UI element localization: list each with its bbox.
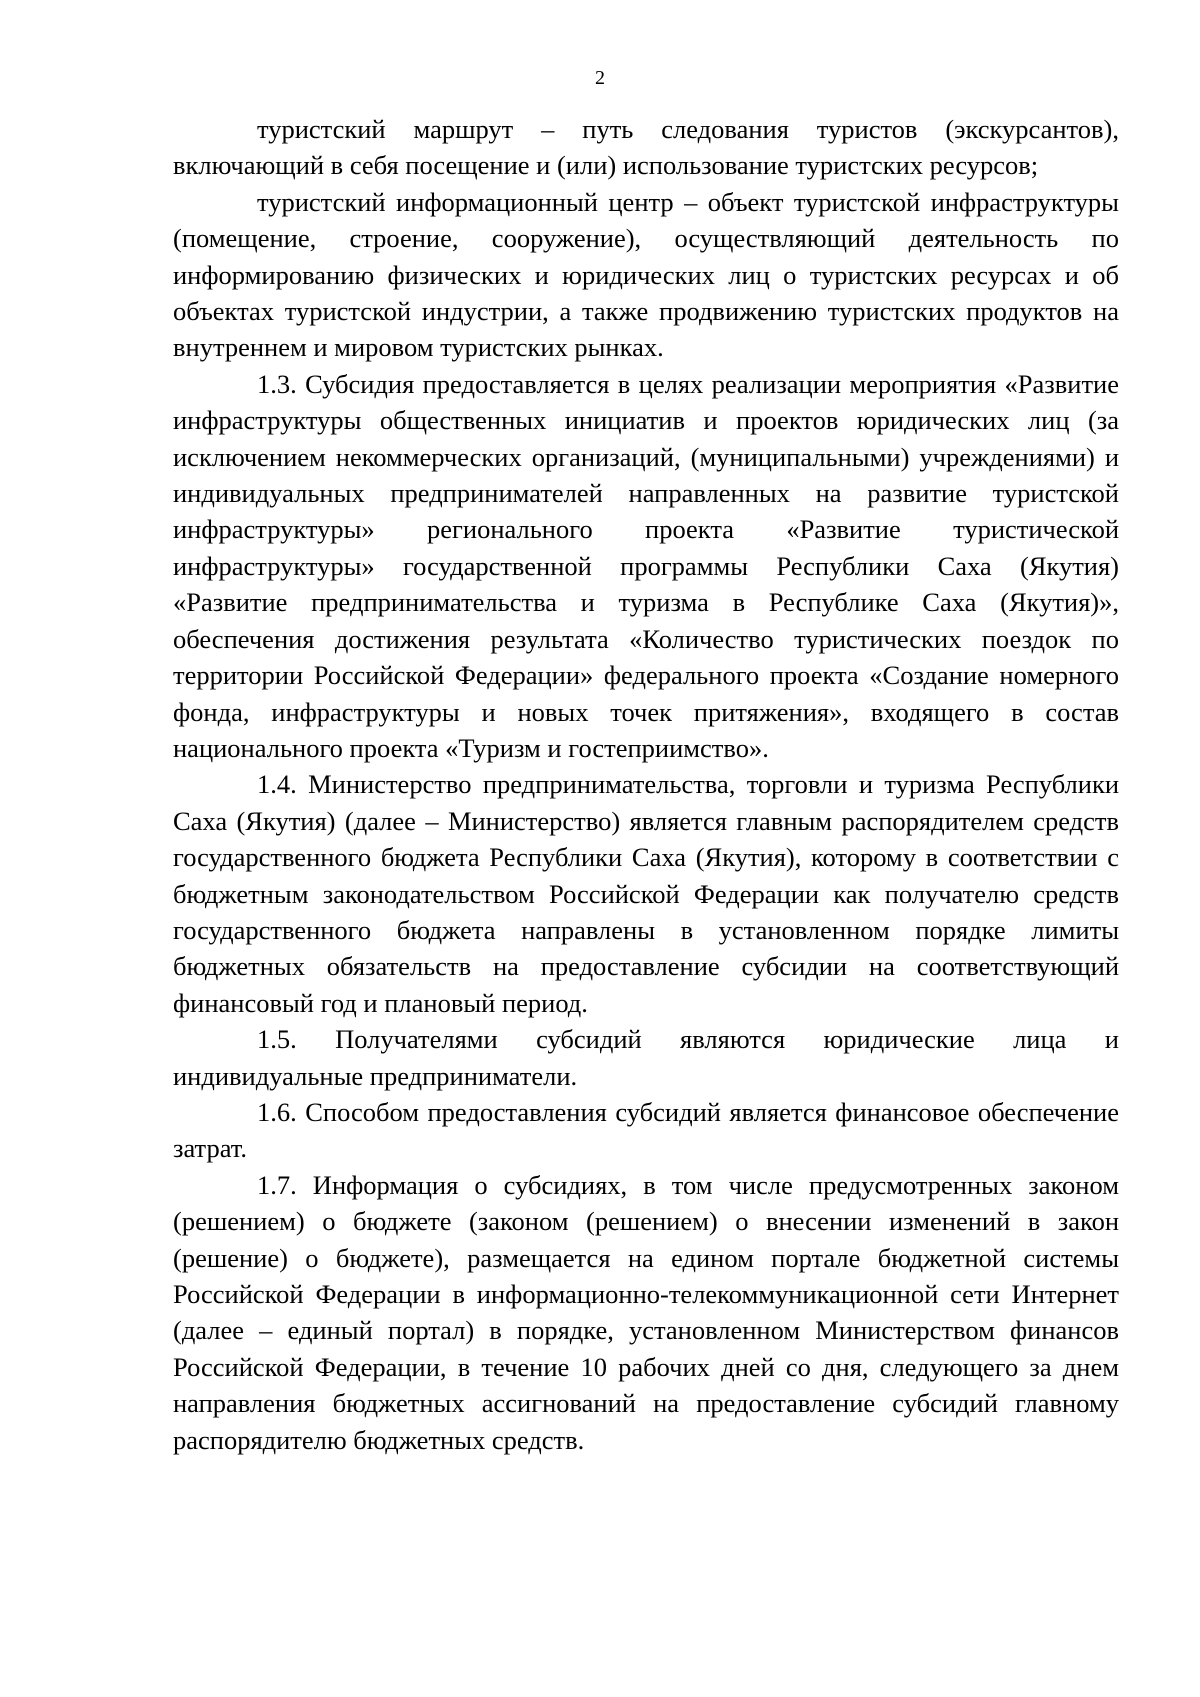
paragraph-1-4-ministry: 1.4. Министерство предпринимательства, торговли и туризма Республики Саха (Якутия) (далее – Министерство) является главным распорядителем средств государственного бюджета Республики Саха (Якутия), которому в соответствии с бюджетным законодательством Российской Федерации как получателю средств государственного бюджета направлены в установленном порядке лимиты бюджетных обязательств на предоставление субсидии на соответствующий финансовый год и плановый период. [173, 769, 1119, 1018]
paragraph-1-6-method: 1.6. Способом предоставления субсидий является финансовое обеспечение затрат. [173, 1096, 1119, 1164]
paragraph-1-7-information: 1.7. Информация о субсидиях, в том числе предусмотренных законом (решением) о бюджете (законом (решением) о внесении изменений в закон (решение) о бюджете), размещается на едином портале бюджетной системы Российской Федерации в информационно-телекоммуникационной сети Интернет (далее – единый портал) в порядке, установленном Министерством финансов Российской Федерации, в течение 10 рабочих дней со дня, следующего за днем направления бюджетных ассигнований на предоставление субсидий главному распорядителю бюджетных средств. [173, 1169, 1119, 1455]
paragraph-tourist-route-definition: туристский маршрут – путь следования туристов (экскурсантов), включающий в себя посещение и (или) использование туристских ресурсов; [173, 114, 1119, 181]
paragraph-tourist-info-center-definition: туристский информационный центр – объект туристской инфраструктуры (помещение, строение, сооружение), осуществляющий деятельность по информированию физических и юридических лиц о туристских ресурсах и об объектах туристской индустрии, а также продвижению туристских продуктов на внутреннем и мировом туристских рынках. [173, 186, 1119, 363]
page-number: 2 [595, 67, 605, 89]
paragraph-1-5-recipients: 1.5. Получателями субсидий являются юридические лица и индивидуальные предприниматели. [173, 1024, 1119, 1091]
paragraph-1-3-subsidy-purpose: 1.3. Субсидия предоставляется в целях реализации мероприятия «Развитие инфраструктуры общественных инициатив и проектов юридических лиц (за исключением некоммерческих организаций, (муниципальными) учреждениями) и индивидуальных предпринимателей направленных на развитие туристской инфраструктуры» регионального проекта «Развитие туристической инфраструктуры» государственной программы Республики Саха (Якутия) «Развитие предпринимательства и туризма в Республике Саха (Якутия)», обеспечения достижения результата «Количество туристических поездок по территории Российской Федерации» федерального проекта «Создание номерного фонда, инфраструктуры и новых точек притяжения», входящего в состав национального проекта «Туризм и гостеприимство». [173, 368, 1119, 763]
document-body [173, 111, 1119, 1458]
